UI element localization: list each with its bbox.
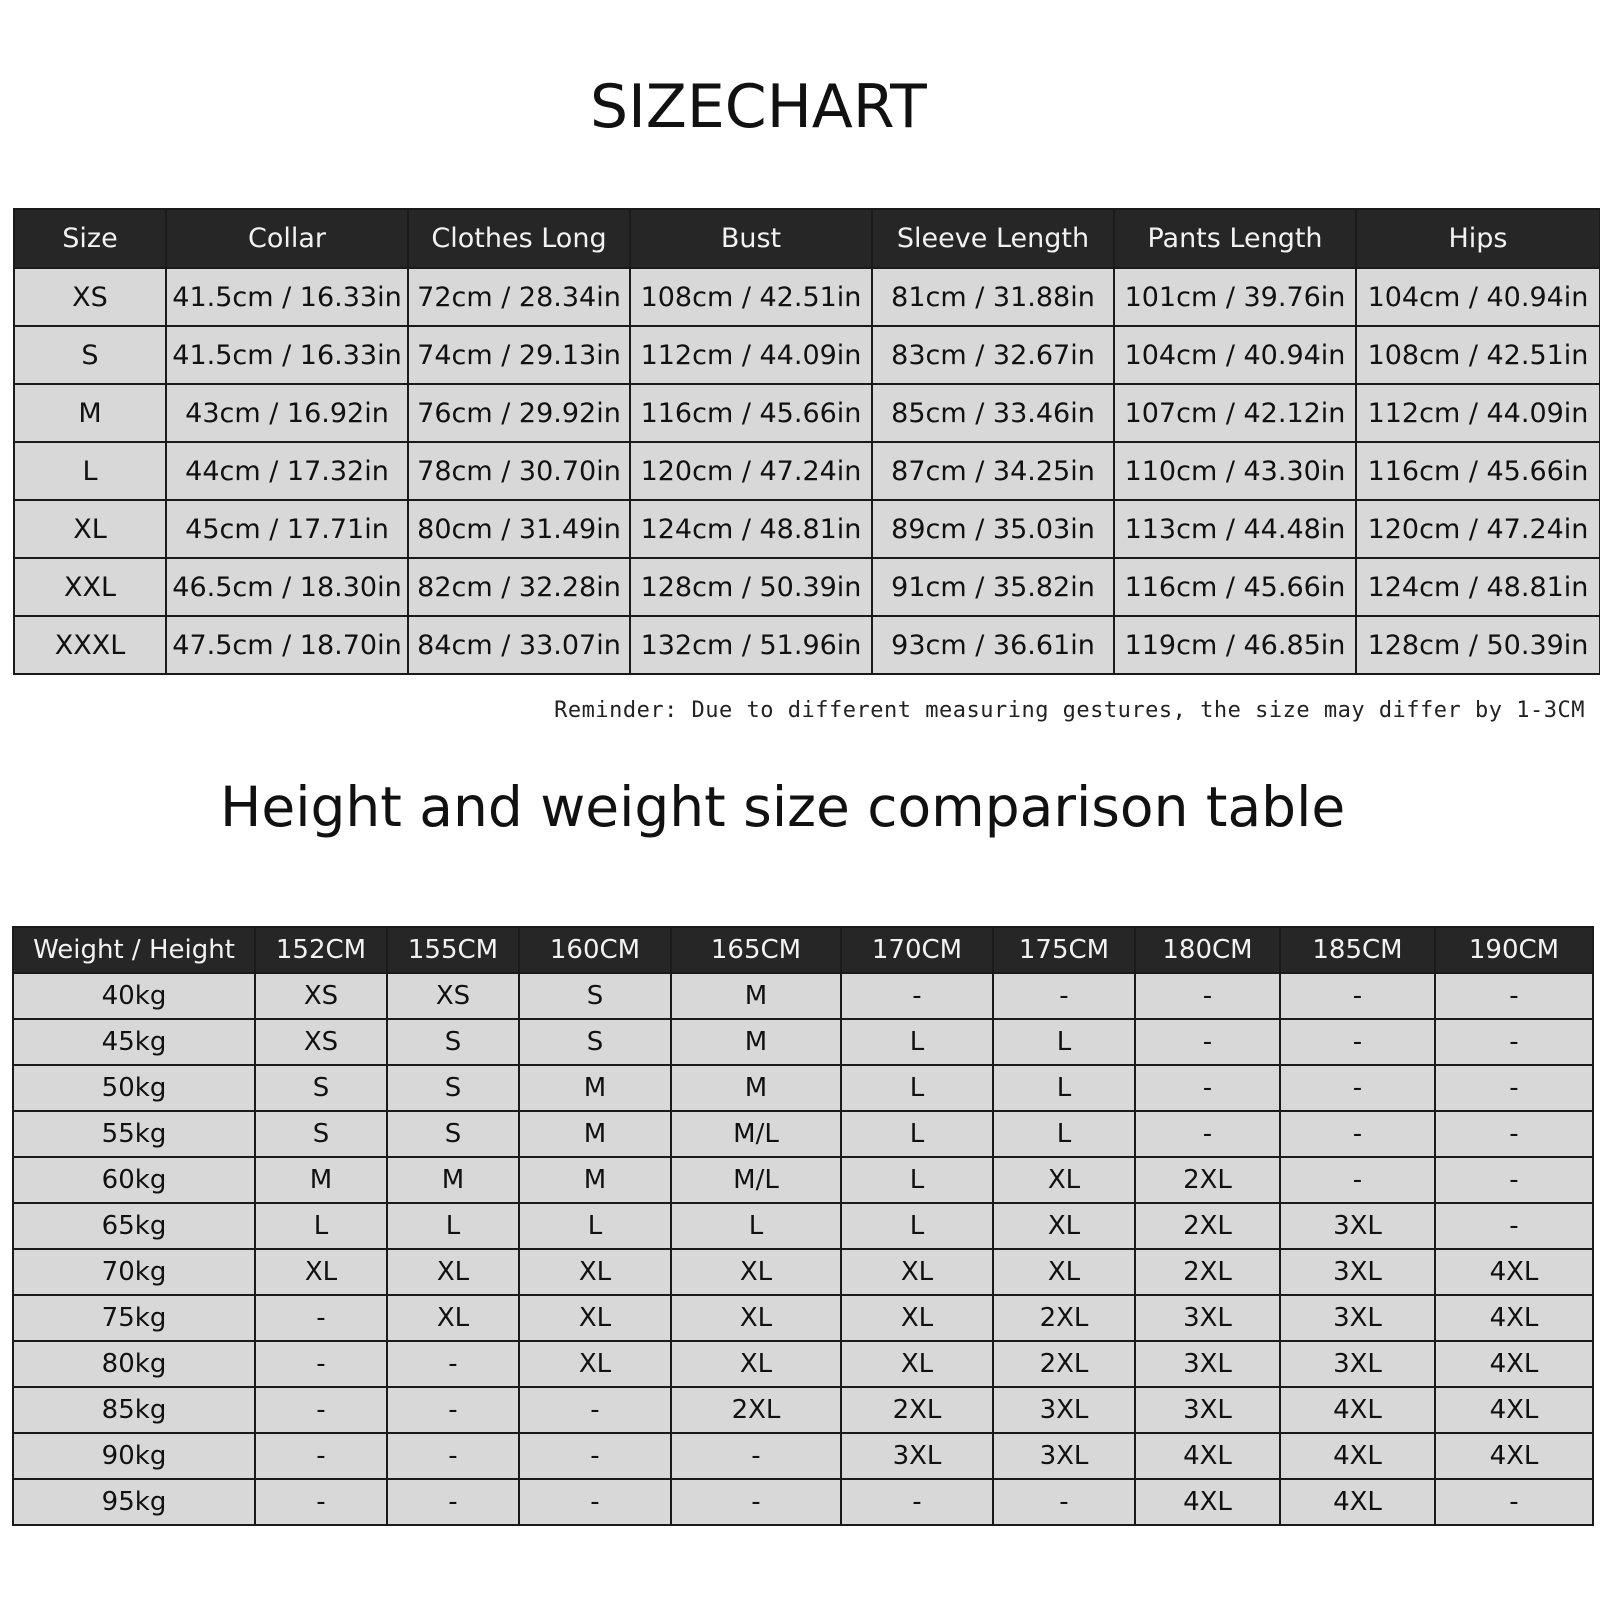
table-row: [14, 500, 1600, 558]
table-cell: 107cm / 42.12in: [1114, 384, 1356, 442]
table-cell: -: [387, 1341, 519, 1387]
table-cell: M: [671, 1065, 841, 1111]
table-cell: 119cm / 46.85in: [1114, 616, 1356, 674]
column-header-size: Size: [14, 209, 166, 268]
table-cell: -: [1280, 1019, 1435, 1065]
table-cell: M: [387, 1157, 519, 1203]
column-header-165cm: 165CM: [671, 927, 841, 973]
table-cell: 2XL: [1135, 1203, 1280, 1249]
column-header-bust: Bust: [630, 209, 872, 268]
table-cell: XL: [519, 1295, 671, 1341]
table-cell: 90kg: [13, 1433, 255, 1479]
table-row: [14, 558, 1600, 616]
table-cell: 124cm / 48.81in: [1356, 558, 1600, 616]
table-cell: L: [841, 1157, 993, 1203]
table-cell: 116cm / 45.66in: [1114, 558, 1356, 616]
table-cell: S: [519, 1019, 671, 1065]
table-cell: -: [1435, 1157, 1593, 1203]
table-row: [13, 1111, 1593, 1157]
table-cell: XS: [255, 1019, 387, 1065]
table-cell: -: [1135, 1065, 1280, 1111]
table-cell: L: [519, 1203, 671, 1249]
table-cell: 4XL: [1280, 1387, 1435, 1433]
table-cell: XL: [671, 1295, 841, 1341]
table-cell: -: [255, 1295, 387, 1341]
table-cell: 4XL: [1135, 1433, 1280, 1479]
table-cell: XL: [993, 1157, 1135, 1203]
table-cell: -: [841, 1479, 993, 1525]
table-cell: XL: [841, 1249, 993, 1295]
table-cell: M: [519, 1065, 671, 1111]
table-cell: -: [1435, 1203, 1593, 1249]
table-cell: 78cm / 30.70in: [408, 442, 630, 500]
table-row: [14, 384, 1600, 442]
table-cell: -: [387, 1479, 519, 1525]
table-cell: S: [387, 1019, 519, 1065]
table-row: [13, 1295, 1593, 1341]
table-cell: 45kg: [13, 1019, 255, 1065]
table-cell: 101cm / 39.76in: [1114, 268, 1356, 326]
height-weight-header-row: [13, 927, 1593, 973]
table-cell: 3XL: [1280, 1295, 1435, 1341]
table-cell: -: [1435, 973, 1593, 1019]
table-cell: -: [519, 1387, 671, 1433]
table-cell: 50kg: [13, 1065, 255, 1111]
size-reminder-note: Reminder: Due to different measuring gestures, the size may differ by 1-3CM: [554, 698, 1585, 723]
table-cell: XL: [519, 1249, 671, 1295]
table-cell: XS: [255, 973, 387, 1019]
table-cell: 41.5cm / 16.33in: [166, 268, 408, 326]
column-header-152cm: 152CM: [255, 927, 387, 973]
table-cell: L: [255, 1203, 387, 1249]
column-header-160cm: 160CM: [519, 927, 671, 973]
table-cell: 91cm / 35.82in: [872, 558, 1114, 616]
table-cell: 116cm / 45.66in: [630, 384, 872, 442]
table-cell: -: [1280, 1157, 1435, 1203]
table-cell: M/L: [671, 1111, 841, 1157]
table-row: [13, 1019, 1593, 1065]
table-cell: 4XL: [1135, 1479, 1280, 1525]
table-row: [13, 1065, 1593, 1111]
table-cell: 4XL: [1435, 1295, 1593, 1341]
table-cell: 41.5cm / 16.33in: [166, 326, 408, 384]
table-cell: 132cm / 51.96in: [630, 616, 872, 674]
table-cell: 2XL: [671, 1387, 841, 1433]
table-cell: S: [387, 1111, 519, 1157]
table-cell: 3XL: [841, 1433, 993, 1479]
table-cell: L: [993, 1019, 1135, 1065]
table-cell: -: [1435, 1111, 1593, 1157]
table-cell: -: [387, 1387, 519, 1433]
table-cell: 45cm / 17.71in: [166, 500, 408, 558]
column-header-175cm: 175CM: [993, 927, 1135, 973]
table-cell: XL: [841, 1295, 993, 1341]
table-cell: 2XL: [1135, 1157, 1280, 1203]
table-cell: 4XL: [1435, 1387, 1593, 1433]
table-cell: -: [1135, 1111, 1280, 1157]
table-cell: S: [387, 1065, 519, 1111]
table-cell: 2XL: [993, 1295, 1135, 1341]
table-cell: -: [1135, 1019, 1280, 1065]
table-cell: 116cm / 45.66in: [1356, 442, 1600, 500]
height-weight-body: [13, 973, 1593, 1525]
table-cell: M: [671, 1019, 841, 1065]
table-cell: -: [993, 973, 1135, 1019]
table-cell: 108cm / 42.51in: [1356, 326, 1600, 384]
table-cell: 113cm / 44.48in: [1114, 500, 1356, 558]
table-cell: 70kg: [13, 1249, 255, 1295]
table-cell: -: [1435, 1065, 1593, 1111]
table-cell: 3XL: [1135, 1295, 1280, 1341]
table-cell: 80kg: [13, 1341, 255, 1387]
table-cell: S: [14, 326, 166, 384]
table-cell: -: [255, 1479, 387, 1525]
table-cell: L: [993, 1111, 1135, 1157]
table-cell: M: [671, 973, 841, 1019]
table-cell: XL: [519, 1341, 671, 1387]
table-cell: M/L: [671, 1157, 841, 1203]
table-cell: -: [993, 1479, 1135, 1525]
table-cell: M: [519, 1157, 671, 1203]
table-cell: 74cm / 29.13in: [408, 326, 630, 384]
table-cell: XXXL: [14, 616, 166, 674]
table-row: [13, 1387, 1593, 1433]
table-row: [13, 1479, 1593, 1525]
table-cell: 3XL: [1280, 1249, 1435, 1295]
table-cell: S: [255, 1111, 387, 1157]
table-cell: -: [255, 1387, 387, 1433]
table-cell: -: [387, 1433, 519, 1479]
table-cell: 44cm / 17.32in: [166, 442, 408, 500]
table-cell: -: [841, 973, 993, 1019]
table-cell: 4XL: [1280, 1479, 1435, 1525]
table-cell: L: [993, 1065, 1135, 1111]
table-cell: 84cm / 33.07in: [408, 616, 630, 674]
table-cell: XL: [671, 1341, 841, 1387]
height-weight-table: [12, 926, 1594, 1526]
table-cell: XL: [387, 1295, 519, 1341]
table-cell: 46.5cm / 18.30in: [166, 558, 408, 616]
table-row: [13, 1203, 1593, 1249]
size-chart-table: [13, 208, 1600, 675]
table-cell: 112cm / 44.09in: [1356, 384, 1600, 442]
table-cell: 80cm / 31.49in: [408, 500, 630, 558]
table-cell: L: [14, 442, 166, 500]
table-cell: XL: [993, 1203, 1135, 1249]
table-cell: 2XL: [1135, 1249, 1280, 1295]
table-cell: 47.5cm / 18.70in: [166, 616, 408, 674]
table-cell: 4XL: [1435, 1249, 1593, 1295]
table-cell: -: [519, 1479, 671, 1525]
table-cell: L: [841, 1065, 993, 1111]
table-cell: 112cm / 44.09in: [630, 326, 872, 384]
table-cell: S: [519, 973, 671, 1019]
table-cell: 4XL: [1435, 1433, 1593, 1479]
table-cell: XL: [841, 1341, 993, 1387]
column-header-155cm: 155CM: [387, 927, 519, 973]
table-cell: 108cm / 42.51in: [630, 268, 872, 326]
table-cell: -: [671, 1433, 841, 1479]
table-cell: XS: [14, 268, 166, 326]
column-header-185cm: 185CM: [1280, 927, 1435, 973]
column-header-170cm: 170CM: [841, 927, 993, 973]
table-cell: 89cm / 35.03in: [872, 500, 1114, 558]
column-header-190cm: 190CM: [1435, 927, 1593, 973]
table-cell: 3XL: [993, 1433, 1135, 1479]
table-row: [13, 1341, 1593, 1387]
table-row: [14, 268, 1600, 326]
table-row: [13, 973, 1593, 1019]
table-cell: 85cm / 33.46in: [872, 384, 1114, 442]
table-cell: -: [1280, 1065, 1435, 1111]
table-cell: -: [1435, 1479, 1593, 1525]
table-cell: 3XL: [1280, 1341, 1435, 1387]
table-cell: L: [841, 1019, 993, 1065]
table-cell: 75kg: [13, 1295, 255, 1341]
table-cell: 128cm / 50.39in: [630, 558, 872, 616]
table-cell: S: [255, 1065, 387, 1111]
table-cell: M: [14, 384, 166, 442]
column-header-collar: Collar: [166, 209, 408, 268]
table-cell: 87cm / 34.25in: [872, 442, 1114, 500]
table-row: [14, 326, 1600, 384]
table-cell: L: [671, 1203, 841, 1249]
table-cell: 3XL: [1135, 1341, 1280, 1387]
table-cell: 3XL: [993, 1387, 1135, 1433]
table-cell: XL: [387, 1249, 519, 1295]
column-header-180cm: 180CM: [1135, 927, 1280, 973]
table-cell: 95kg: [13, 1479, 255, 1525]
table-cell: 83cm / 32.67in: [872, 326, 1114, 384]
size-chart-body: [14, 268, 1600, 674]
table-cell: 124cm / 48.81in: [630, 500, 872, 558]
size-chart-title: SIZECHART: [590, 72, 927, 142]
column-header-pants-length: Pants Length: [1114, 209, 1356, 268]
table-cell: XXL: [14, 558, 166, 616]
table-cell: 55kg: [13, 1111, 255, 1157]
table-cell: L: [841, 1203, 993, 1249]
table-cell: XL: [255, 1249, 387, 1295]
table-cell: 65kg: [13, 1203, 255, 1249]
table-cell: 76cm / 29.92in: [408, 384, 630, 442]
table-cell: -: [255, 1433, 387, 1479]
table-cell: -: [1280, 1111, 1435, 1157]
table-cell: 110cm / 43.30in: [1114, 442, 1356, 500]
table-cell: -: [1435, 1019, 1593, 1065]
table-cell: 93cm / 36.61in: [872, 616, 1114, 674]
table-row: [13, 1157, 1593, 1203]
table-cell: 85kg: [13, 1387, 255, 1433]
table-cell: -: [519, 1433, 671, 1479]
table-cell: XL: [993, 1249, 1135, 1295]
table-row: [13, 1249, 1593, 1295]
table-cell: 43cm / 16.92in: [166, 384, 408, 442]
table-cell: L: [841, 1111, 993, 1157]
table-cell: L: [387, 1203, 519, 1249]
table-cell: 2XL: [993, 1341, 1135, 1387]
table-cell: 128cm / 50.39in: [1356, 616, 1600, 674]
table-cell: 104cm / 40.94in: [1356, 268, 1600, 326]
table-cell: 40kg: [13, 973, 255, 1019]
column-header-weight-height: Weight / Height: [13, 927, 255, 973]
table-cell: M: [519, 1111, 671, 1157]
column-header-hips: Hips: [1356, 209, 1600, 268]
table-cell: XS: [387, 973, 519, 1019]
table-row: [14, 442, 1600, 500]
table-cell: 120cm / 47.24in: [630, 442, 872, 500]
table-cell: 72cm / 28.34in: [408, 268, 630, 326]
table-cell: 120cm / 47.24in: [1356, 500, 1600, 558]
table-cell: -: [255, 1341, 387, 1387]
table-cell: -: [1280, 973, 1435, 1019]
table-cell: 2XL: [841, 1387, 993, 1433]
table-cell: 60kg: [13, 1157, 255, 1203]
table-cell: -: [671, 1479, 841, 1525]
table-cell: 81cm / 31.88in: [872, 268, 1114, 326]
height-weight-title: Height and weight size comparison table: [220, 775, 1346, 839]
table-row: [13, 1433, 1593, 1479]
size-chart-header-row: [14, 209, 1600, 268]
table-cell: XL: [14, 500, 166, 558]
table-cell: 104cm / 40.94in: [1114, 326, 1356, 384]
column-header-clothes-long: Clothes Long: [408, 209, 630, 268]
table-cell: 3XL: [1280, 1203, 1435, 1249]
table-cell: M: [255, 1157, 387, 1203]
table-cell: 3XL: [1135, 1387, 1280, 1433]
table-cell: XL: [671, 1249, 841, 1295]
table-row: [14, 616, 1600, 674]
column-header-sleeve-length: Sleeve Length: [872, 209, 1114, 268]
table-cell: 82cm / 32.28in: [408, 558, 630, 616]
table-cell: -: [1135, 973, 1280, 1019]
table-cell: 4XL: [1280, 1433, 1435, 1479]
table-cell: 4XL: [1435, 1341, 1593, 1387]
